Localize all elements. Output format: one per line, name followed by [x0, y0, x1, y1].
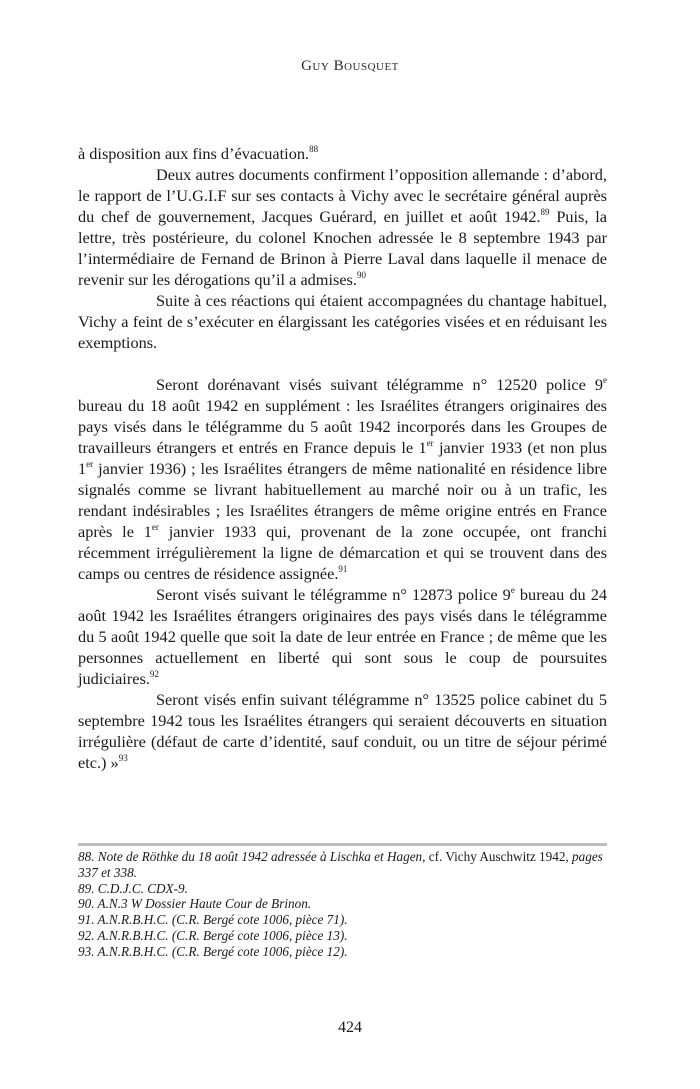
- footnote-90: 90. A.N.3 W Dossier Haute Cour de Brinon.: [78, 896, 312, 912]
- paragraph-3: Suite à ces réactions qui étaient accompagnées du chantage habituel, Vichy a feint de s’exécuter en élargissant les catégories visées et en réduisant les exemptions.: [78, 291, 607, 352]
- footnote-ref-91[interactable]: 91: [338, 564, 348, 574]
- footnotes: [78, 849, 607, 960]
- running-head: Guy Bousquet: [301, 58, 399, 74]
- body-text: [78, 143, 607, 773]
- footnote-ref-93[interactable]: 93: [118, 753, 128, 763]
- spacer: [78, 353, 607, 374]
- footnote-ref-88[interactable]: 88: [309, 144, 319, 154]
- footnote-ref-89[interactable]: 89: [540, 207, 550, 217]
- footnote-91: 91. A.N.R.B.H.C. (C.R. Bergé cote 1006, pièce 71).: [78, 912, 348, 928]
- quote-paragraph-2: Seront visés suivant le télégramme n° 12873 police 9e bureau du 24 août 1942 les Israélites étrangers originaires des pays visés dans le télégramme du 5 août 1942 quelle que soit la date de leur entrée en France ; de même que les personnes actuellement en liberté qui sont sous le coup de poursuites judiciaires.$^{92}$: [78, 585, 607, 688]
- footnote-89: 89. C.D.J.C. CDX-9.: [78, 880, 188, 896]
- footnote-93: 93. A.N.R.B.H.C. (C.R. Bergé cote 1006, pièce 12).: [78, 943, 348, 959]
- page-number: 424: [338, 1019, 362, 1036]
- footnote-ref-90[interactable]: 90: [356, 270, 366, 280]
- paragraph-1: à disposition aux fins d’évacuation.$^{88}$: [78, 144, 319, 163]
- paragraph-2: Deux autres documents confirment l’opposition allemande : d’abord, le rapport de l’U.G.I.F sur ses contacts à Vichy avec le secrétaire général auprès du chef de gouvernement, Jacques Guérard, en juillet et août 1942.89 Puis, la lettre, très postérieure, du colonel Knochen adressée le 8 septembre 1943 par l’intermédiaire de Fernand de Brinon à Pierre Laval dans laquelle il menace de revenir sur les dérogations qu’il a admises.$^{90}$: [78, 165, 607, 289]
- quote-paragraph-1: Seront dorénavant visés suivant télégramme n° 12520 police 9e bureau du 18 août 1942 en supplément : les Israélites étrangers originaires des pays visés dans le télégramme du 5 août 1942 incorporés dans les Groupes de travailleurs étrangers et entrés en France depuis le 1er janvier 1933 (et non plus 1er janvier 1936) ; les Israélites étrangers de même nationalité en résidence libre signalés comme se livrant habituellement au marché noir ou à un trafic, les rendant indésirables ; les Israélites étrangers de même origine entrés en France après le 1er janvier 1933 qui, provenant de la zone occupée, ont franchi récemment irrégulièrement la ligne de démarcation et qui se trouvent dans des camps ou centres de résidence assignée.$^{91}$: [78, 375, 607, 583]
- footnote-divider: [78, 843, 607, 846]
- footnote-ref-92[interactable]: 92: [149, 669, 159, 679]
- quote-paragraph-3: Seront visés enfin suivant télégramme n° 13525 police cabinet du 5 septembre 1942 tous les Israélites étrangers qui seraient découverts en situation irrégulière (défaut de carte d’identité, sauf conduit, ou un titre de séjour périmé etc.) »$^{93}$: [78, 690, 607, 772]
- footnote-92: 92. A.N.R.B.H.C. (C.R. Bergé cote 1006, pièce 13).: [78, 927, 348, 943]
- footnote-88: 88. Note de Röthke du 18 août 1942 adressée à Lischka et Hagen, cf. Vichy Auschwitz 1942, pages 337 et 338.: [78, 849, 603, 880]
